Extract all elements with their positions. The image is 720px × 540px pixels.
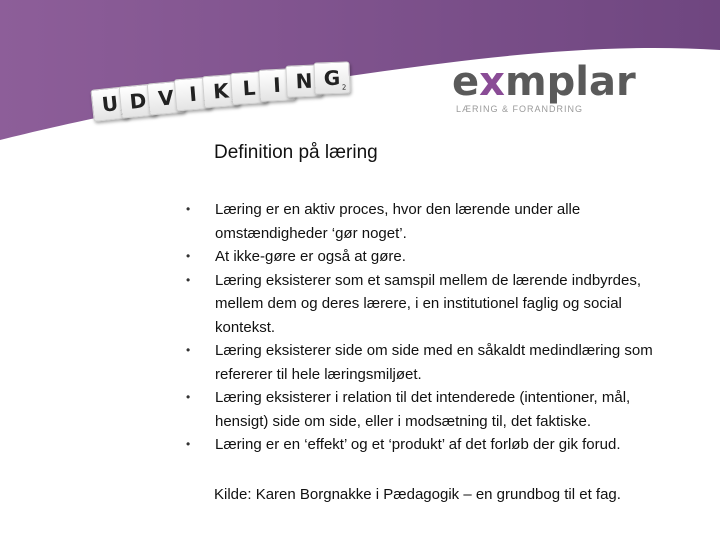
bullet-item: [186, 339, 676, 386]
bullet-icon: •: [186, 249, 191, 263]
tile-score: 2: [341, 83, 347, 92]
bullet-icon: •: [186, 272, 191, 287]
tile-letter: U: [100, 91, 120, 117]
tile-letter: I: [188, 81, 198, 107]
exemplar-logo: [452, 59, 636, 122]
bullet-icon: •: [186, 202, 191, 216]
letter-tile: [313, 61, 350, 94]
bullet-list: [186, 198, 676, 457]
logo-wordmark: exmplar: [452, 59, 636, 105]
bullet-item: [186, 386, 676, 433]
udvikling-tiles-logo: [90, 60, 350, 124]
tile-letter: N: [295, 68, 314, 94]
tile-letter: G: [323, 65, 341, 91]
bullet-text: Læring er en aktiv proces, hvor den lærende under alle omstændigheder ‘gør noget’.: [215, 201, 581, 242]
bullet-text: Læring er en ‘effekt’ og et ‘produkt’ af det forløb der gik forud.: [215, 436, 621, 453]
tile-letter: I: [272, 72, 281, 97]
bullet-item: [186, 198, 676, 245]
tile-letter: L: [241, 75, 256, 101]
tile-letter: D: [128, 88, 148, 114]
tile-letter: V: [156, 84, 175, 111]
bullet-item: [186, 245, 676, 269]
slide-title: Definition på læring: [214, 142, 378, 163]
bullet-item: [186, 433, 676, 457]
bullet-text: Læring eksisterer som et samspil mellem de lærende indbyrdes, mellem dem og deres lærere, i en institutionel faglig og social kontekst.: [215, 271, 642, 336]
logo-tagline: LÆRING & FORANDRING: [456, 104, 584, 114]
bullet-text: At ikke-gøre er også at gøre.: [215, 248, 406, 265]
tile-letter: K: [212, 78, 230, 104]
bullet-text: Læring eksisterer side om side med en såkaldt medindlæring som refererer til hele læringsmiljøet.: [215, 342, 653, 383]
bullet-item: [186, 269, 676, 340]
bullet-icon: •: [186, 343, 191, 357]
bullet-icon: •: [186, 390, 191, 404]
bullet-text: Læring eksisterer i relation til det intenderede (intentioner, mål, hensigt) side om side, eller i modsætning til, det faktiske.: [215, 389, 631, 430]
source-citation: Kilde: Karen Borgnakke i Pædagogik – en grundbog til et fag.: [214, 486, 621, 503]
bullet-icon: •: [186, 437, 191, 451]
